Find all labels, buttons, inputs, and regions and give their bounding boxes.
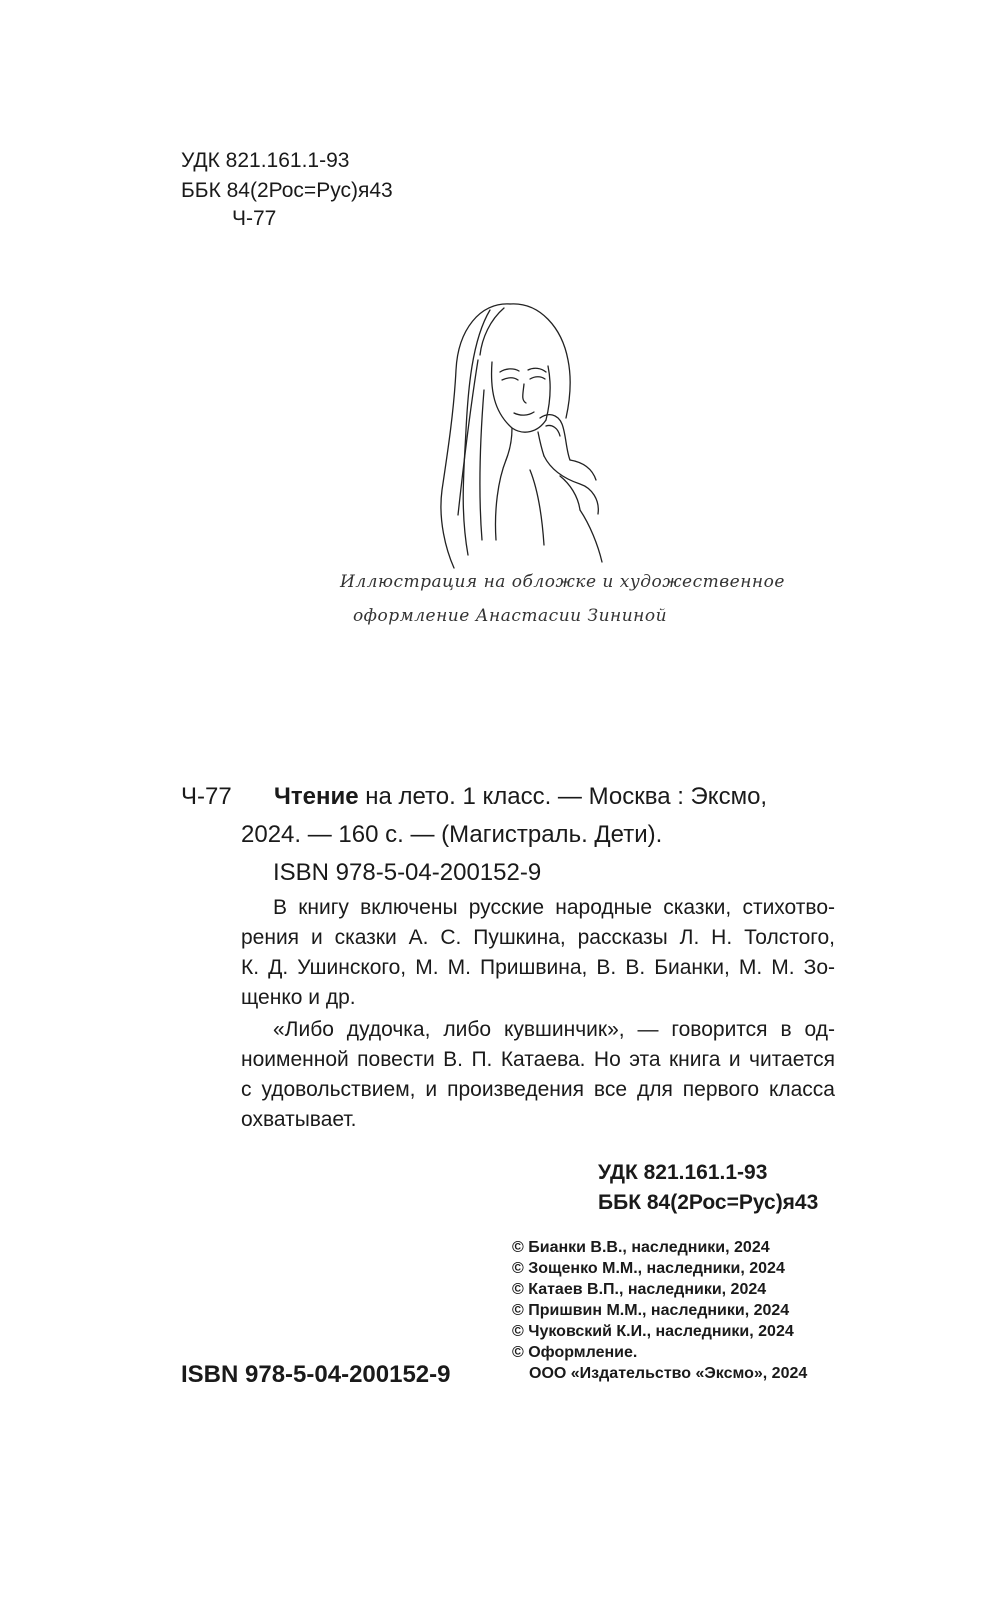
illustration-credit-line2: оформление Анастасии Зининой <box>352 606 668 626</box>
biblio-title-line1 <box>274 778 767 816</box>
author-mark-top: Ч-77 <box>232 207 277 230</box>
copyright-line: © Бианки В.В., наследники, 2024 <box>512 1239 770 1256</box>
title-rest: на лето. 1 класс. — Москва : Эксмо, <box>358 783 768 810</box>
annotation-p1-line3: К. Д. Ушинского, М. М. Пришвина, В. В. Бианки, М. М. Зо- <box>241 956 835 979</box>
title-bold: Чтение <box>274 783 359 810</box>
illustration-credit-line1: Иллюстрация на обложке и художественное <box>340 572 785 592</box>
annotation-p2-line2: ноименной повести В. П. Катаева. Но эта книга и читается <box>241 1048 835 1071</box>
annotation-p2-line1: «Либо дудочка, либо кувшинчик», — говорится в од- <box>273 1018 835 1041</box>
annotation-p1-line1: В книгу включены русские народные сказки, стихотво- <box>273 896 835 919</box>
annotation-p2-line4: охватывает. <box>241 1108 357 1131</box>
bbk-top: ББК 84(2Рос=Рус)я43 <box>181 179 393 202</box>
bbk-bottom: ББК 84(2Рос=Рус)я43 <box>598 1191 819 1214</box>
annotation-p1-line2: рения и сказки А. С. Пушкина, рассказы Л. Н. Толстого, <box>241 926 835 949</box>
girl-portrait-illustration <box>420 300 620 575</box>
udk-top: УДК 821.161.1-93 <box>181 149 350 172</box>
copyright-line: © Зощенко М.М., наследники, 2024 <box>512 1260 785 1277</box>
annotation-p1-line4: щенко и др. <box>241 986 356 1009</box>
copyright-line: © Оформление. <box>512 1344 638 1361</box>
biblio-line2: 2024. — 160 с. — (Магистраль. Дети). <box>241 821 663 848</box>
biblio-mark: Ч-77 <box>181 783 232 810</box>
copyright-publisher-line: ООО «Издательство «Эксмо», 2024 <box>529 1365 808 1382</box>
isbn-bottom: ISBN 978-5-04-200152-9 <box>181 1361 451 1388</box>
biblio-isbn: ISBN 978-5-04-200152-9 <box>273 859 542 886</box>
copyright-line: © Катаев В.П., наследники, 2024 <box>512 1281 767 1298</box>
copyright-line: © Чуковский К.И., наследники, 2024 <box>512 1323 794 1340</box>
annotation-p2-line3: с удовольствием, и произведения все для первого класса <box>241 1078 835 1101</box>
udk-bottom: УДК 821.161.1-93 <box>598 1161 768 1184</box>
copyright-line: © Пришвин М.М., наследники, 2024 <box>512 1302 790 1319</box>
